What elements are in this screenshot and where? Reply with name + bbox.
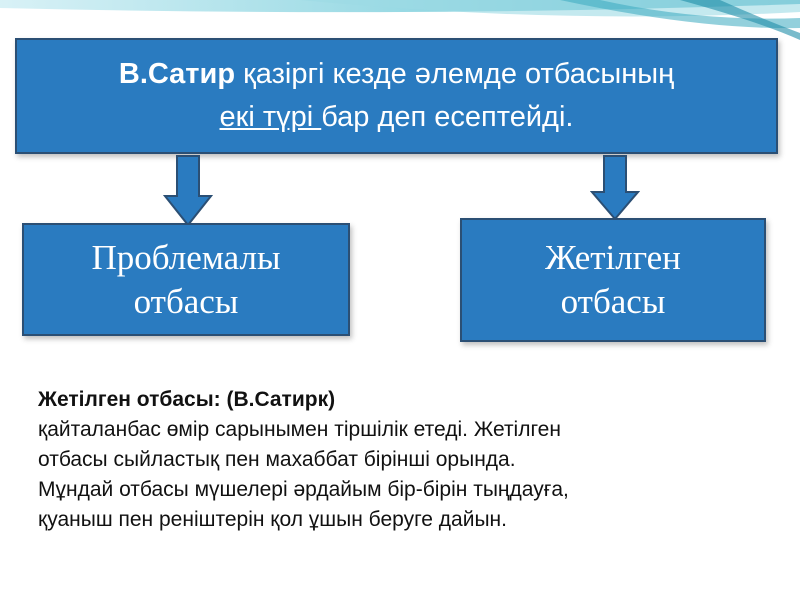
main-statement-box — [15, 38, 778, 154]
problematic-family-line-1: Проблемалы — [91, 237, 281, 277]
underlined-phrase: екі түрі — [219, 101, 322, 133]
problematic-family-box — [22, 223, 350, 336]
description-line: қуаныш пен реніштерін қол ұшын беруге дайын. — [38, 508, 507, 531]
statement-line-2 — [220, 96, 574, 139]
statement-line-1 — [119, 53, 674, 96]
down-arrow-right — [590, 154, 640, 222]
mature-family-box — [460, 218, 766, 342]
mature-family-line-1: Жетілген — [545, 238, 681, 277]
statement-line-2-rest: бар деп есептейді. — [321, 101, 574, 133]
description-line: отбасы сыйластық пен махаббат бірінші орында. — [38, 448, 516, 471]
description-line: қайталанбас өмір сарынымен тіршілік етеді. Жетілген — [38, 418, 561, 441]
mature-family-line-2: отбасы — [560, 282, 666, 321]
statement-line-1-rest: қазіргі кезде әлемде отбасының — [235, 58, 675, 90]
description-line: Мұндай отбасы мүшелері әрдайым бір-бірін тыңдауға, — [38, 478, 569, 501]
down-arrow-left — [163, 154, 213, 228]
description-title: Жетілген отбасы: (В.Сатирк) — [38, 388, 336, 411]
mature-family-description — [38, 385, 788, 535]
problematic-family-line-2: отбасы — [133, 281, 239, 321]
author-name: В.Сатир — [118, 58, 236, 90]
